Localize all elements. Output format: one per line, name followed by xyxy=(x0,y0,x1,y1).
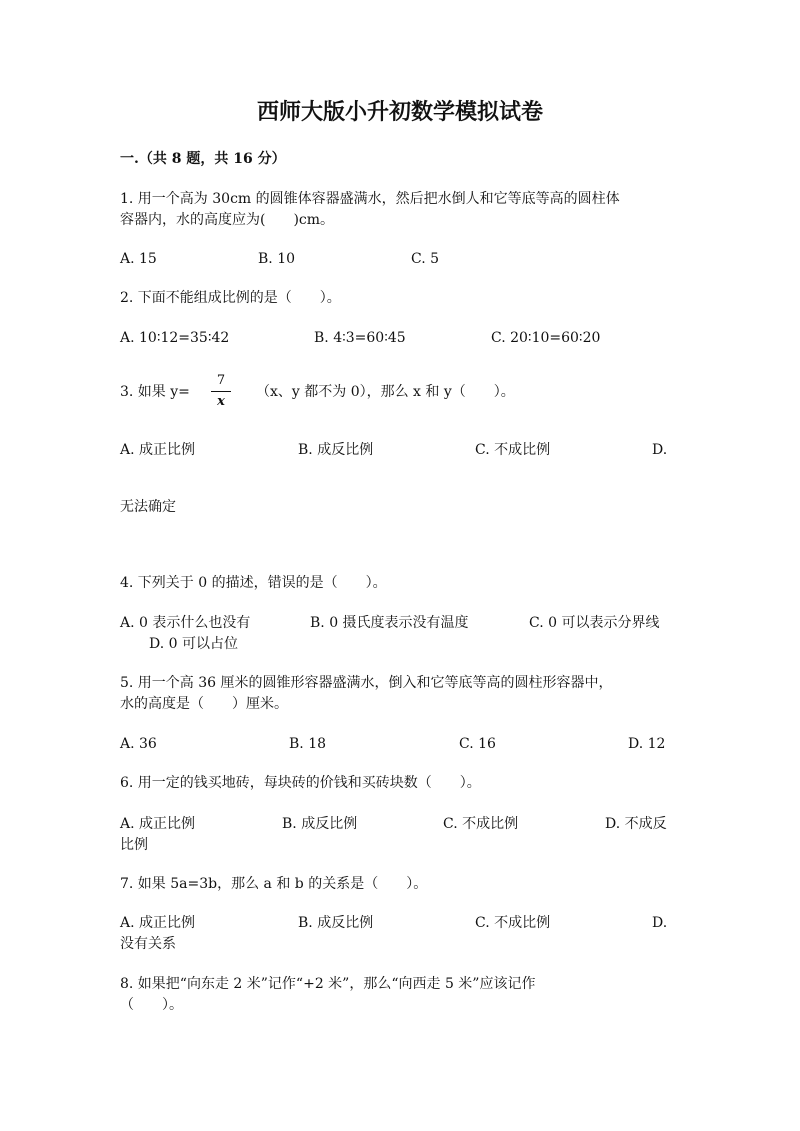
question-5-stem-line-2: 水的高度是（ ）厘米。 xyxy=(120,696,288,712)
question-2-option-a: A. 10∶12=35∶42 xyxy=(120,330,230,346)
question-3-option-a: A. 成正比例 xyxy=(120,442,196,458)
page-title: 西师大版小升初数学模拟试卷 xyxy=(256,99,543,125)
question-6-option-d: D. 不成反 xyxy=(605,816,667,832)
question-6-stem: 6. 用一定的钱买地砖，每块砖的价钱和买砖块数（ ）。 xyxy=(120,775,481,791)
question-6-option-c: C. 不成比例 xyxy=(443,816,519,832)
question-4-stem: 4. 下列关于 0 的描述，错误的是（ ）。 xyxy=(120,575,387,591)
fraction-numerator: 7 xyxy=(216,373,226,388)
section-heading: 一.（共 8 题，共 16 分） xyxy=(120,151,286,167)
question-6-option-d-continued: 比例 xyxy=(120,837,148,853)
question-3-option-d-continued: 无法确定 xyxy=(120,499,176,515)
question-7-option-d: D. xyxy=(652,915,668,931)
question-5-option-c: C. 16 xyxy=(459,736,496,752)
question-4-option-b: B. 0 摄氏度表示没有温度 xyxy=(310,615,469,631)
question-8-stem-line-2: （ ）。 xyxy=(120,997,183,1013)
question-3-option-b: B. 成反比例 xyxy=(298,442,374,458)
question-7-option-b: B. 成反比例 xyxy=(298,915,374,931)
question-7-option-a: A. 成正比例 xyxy=(120,915,196,931)
question-5-option-b: B. 18 xyxy=(289,736,327,752)
question-5-option-d: D. 12 xyxy=(628,736,666,752)
question-7-stem: 7. 如果 5a=3b，那么 a 和 b 的关系是（ ）。 xyxy=(120,876,428,892)
question-1-option-c: C. 5 xyxy=(411,251,440,267)
question-3-stem-after: （x、y 都不为 0），那么 x 和 y（ ）。 xyxy=(256,384,515,400)
question-7-option-c: C. 不成比例 xyxy=(475,915,551,931)
question-1-option-b: B. 10 xyxy=(258,251,296,267)
question-6-option-a: A. 成正比例 xyxy=(120,816,196,832)
fraction-denominator: x xyxy=(217,394,225,409)
question-7-option-d-continued: 没有关系 xyxy=(120,936,176,952)
question-4-option-a: A. 0 表示什么也没有 xyxy=(120,615,251,631)
question-8-stem-line-1: 8. 如果把“向东走 2 米”记作“+2 米”，那么“向西走 5 米”应该记作 xyxy=(120,976,536,992)
question-1-stem-line-1: 1. 用一个高为 30cm 的圆锥体容器盛满水，然后把水倒人和它等底等高的圆柱体 xyxy=(120,191,620,207)
question-2-option-c: C. 20∶10=60∶20 xyxy=(491,330,601,346)
fraction-bar xyxy=(211,391,231,392)
question-6-option-b: B. 成反比例 xyxy=(282,816,358,832)
question-4-option-c: C. 0 可以表示分界线 xyxy=(529,615,660,631)
question-1-stem-line-2: 容器内，水的高度应为( )cm。 xyxy=(120,212,335,228)
question-5-option-a: A. 36 xyxy=(120,736,157,752)
question-3-option-c: C. 不成比例 xyxy=(475,442,551,458)
question-4-option-d: D. 0 可以占位 xyxy=(149,636,238,652)
question-3-option-d: D. xyxy=(652,442,668,458)
question-2-option-b: B. 4∶3=60∶45 xyxy=(314,330,406,346)
question-3-stem-before: 3. 如果 y= xyxy=(120,384,190,400)
question-1-option-a: A. 15 xyxy=(120,251,157,267)
question-2-stem: 2. 下面不能组成比例的是（ ）。 xyxy=(120,290,341,306)
fraction-7-over-x xyxy=(211,373,231,410)
question-5-stem-line-1: 5. 用一个高 36 厘米的圆锥形容器盛满水，倒入和它等底等高的圆柱形容器中， xyxy=(120,675,613,691)
